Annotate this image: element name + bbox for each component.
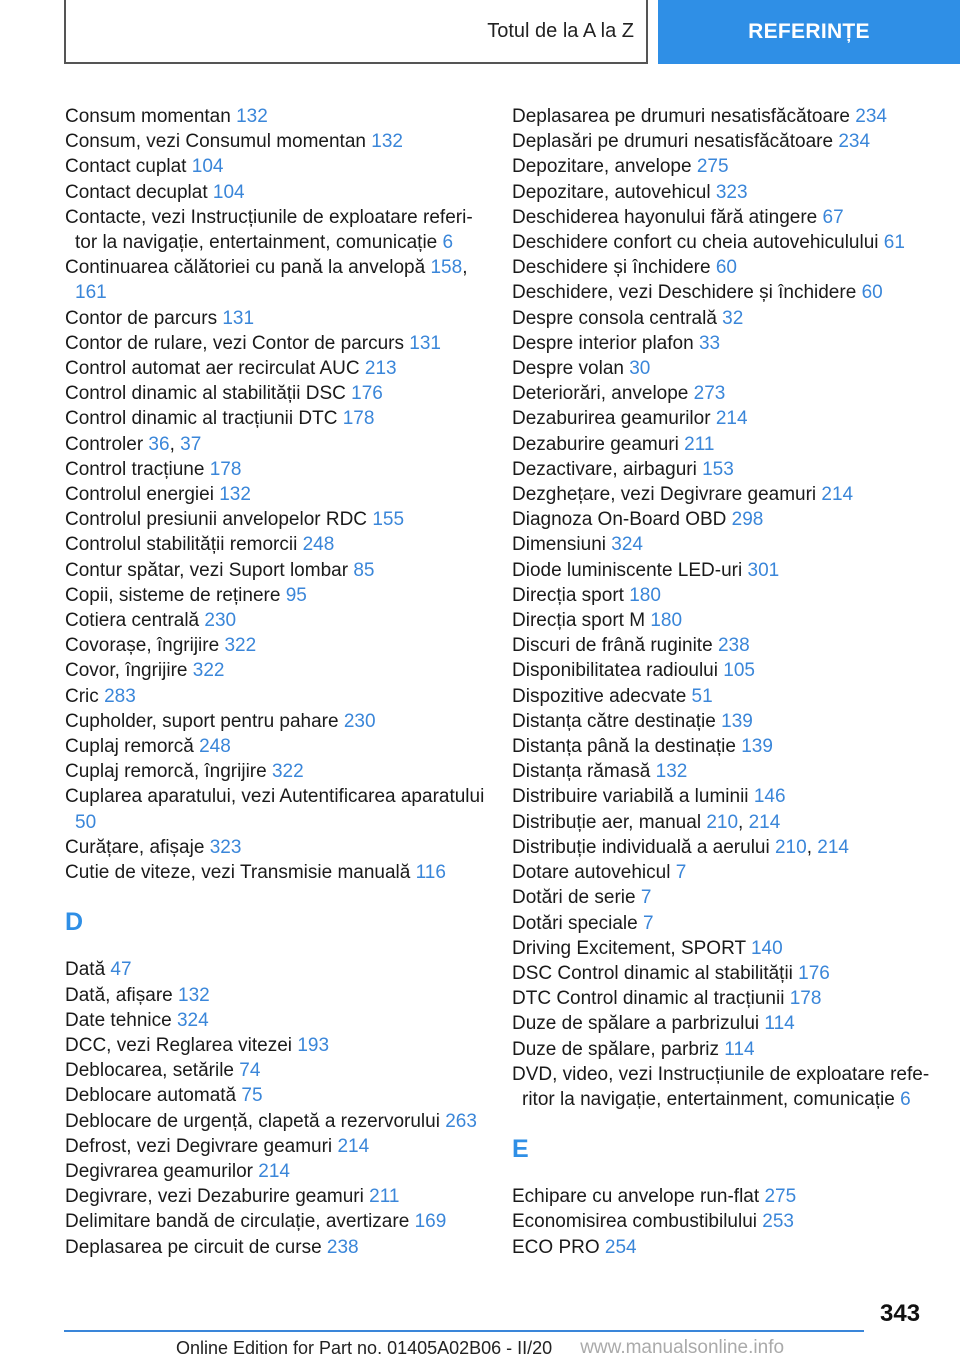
page-reference-link[interactable]: 213 <box>364 358 397 380</box>
index-entry <box>512 684 937 709</box>
index-term: Deblocare de urgență, clapetă a rezervorului <box>65 1110 446 1132</box>
index-term: Cotiera centrală <box>65 610 205 632</box>
page-reference-link[interactable]: 234 <box>855 106 887 127</box>
page-reference-link[interactable]: 32 <box>722 307 744 329</box>
index-term: Curățare, afișaje <box>65 836 210 858</box>
index-term: Consum, vezi Consumul momentan <box>65 131 372 153</box>
index-term: , <box>462 257 468 279</box>
page-reference-link[interactable]: 324 <box>176 1009 209 1031</box>
page-reference-link[interactable]: 214 <box>748 811 781 833</box>
index-term: Contor de rulare, vezi Contor de parcurs <box>65 332 410 354</box>
index-entry <box>65 1109 485 1134</box>
index-entry <box>65 331 485 356</box>
index-term: Dată <box>65 959 111 981</box>
index-entry <box>512 558 937 583</box>
index-term: Controlul stabilității remorcii <box>65 534 303 556</box>
page-reference-link[interactable]: 7 <box>675 862 687 884</box>
page-reference-link[interactable]: 214 <box>817 836 849 858</box>
index-term: Cupholder, suport pentru pahare <box>65 710 344 732</box>
index-term: Date tehnice <box>65 1009 177 1031</box>
page-number: 343 <box>880 1300 921 1327</box>
page-reference-link[interactable]: 30 <box>629 358 651 380</box>
page-reference-link[interactable]: 283 <box>104 685 136 707</box>
index-entry <box>512 1011 937 1036</box>
index-entry <box>512 154 937 179</box>
index-term: Dispozitive adecvate <box>512 685 692 707</box>
index-term: Contacte, vezi Instrucțiunile de exploatare referitor la navigație, entertainment, comunicație <box>65 206 473 254</box>
page-reference-link[interactable]: 214 <box>715 408 748 430</box>
page-reference-link[interactable]: 323 <box>715 181 748 203</box>
index-term: Disponibilitatea radioului <box>512 660 724 682</box>
index-term: Copii, sisteme de reținere <box>65 584 286 606</box>
page-reference-link[interactable]: 178 <box>209 458 242 480</box>
index-entry <box>512 608 937 633</box>
index-term: Deschidere confort cu cheia autovehiculului <box>512 232 884 254</box>
index-term: Despre consola centrală <box>512 307 723 329</box>
index-entry <box>65 1159 485 1184</box>
index-term: Distribuție individuală a aerului <box>512 836 775 858</box>
page-reference-link[interactable]: 7 <box>640 887 652 909</box>
index-term: Depozitare, autovehicul <box>512 181 716 203</box>
page-reference-link[interactable]: 132 <box>236 106 268 127</box>
index-term: Cuplarea aparatului, vezi Autentificarea aparatului <box>65 786 485 808</box>
index-entry <box>512 406 937 431</box>
chapter-title: REFERINȚE <box>748 20 870 43</box>
page-reference-link[interactable]: 169 <box>414 1211 447 1233</box>
page-reference-link[interactable]: 176 <box>798 962 830 984</box>
index-entry <box>65 558 485 583</box>
index-entry <box>512 1235 937 1260</box>
page-reference-link[interactable]: 214 <box>258 1160 290 1182</box>
page-reference-link[interactable]: 211 <box>684 433 715 455</box>
index-term: Consum momentan <box>65 106 237 127</box>
index-entry <box>65 1033 485 1058</box>
index-term: Cric <box>65 685 105 707</box>
page-reference-link[interactable]: 37 <box>180 433 202 455</box>
index-entry <box>65 432 485 457</box>
index-entry <box>512 885 937 910</box>
page-reference-link[interactable]: 132 <box>655 761 688 783</box>
page-reference-link[interactable]: 301 <box>747 559 780 581</box>
index-letter-heading: D <box>65 908 84 937</box>
index-entry <box>65 1008 485 1033</box>
page-reference-link[interactable]: 193 <box>297 1034 330 1056</box>
index-entry <box>512 1209 937 1234</box>
index-term: Control dinamic al stabilității DSC <box>65 383 352 405</box>
index-entry <box>512 633 937 658</box>
index-entry <box>512 507 937 532</box>
page-reference-link[interactable]: 104 <box>212 181 245 203</box>
page-reference-link[interactable]: 180 <box>629 584 661 606</box>
index-entry <box>65 154 485 179</box>
index-term: Direcția sport <box>512 584 630 606</box>
index-term: Deplasarea pe drumuri nesatisfăcătoare <box>512 106 856 127</box>
index-term: DTC Control dinamic al tracțiunii <box>512 988 790 1010</box>
index-term: Deplasări pe drumuri nesatisfăcătoare <box>512 131 839 153</box>
index-term: Distribuire variabilă a luminii <box>512 786 754 808</box>
page-reference-link[interactable]: 158 <box>430 257 463 279</box>
index-term: Discuri de frână ruginite <box>512 635 718 657</box>
page-reference-link[interactable]: 178 <box>342 408 375 430</box>
page-reference-link[interactable]: 114 <box>724 1038 755 1060</box>
index-term: Deteriorări, anvelope <box>512 383 694 405</box>
index-term: Deblocarea, setările <box>65 1060 240 1082</box>
page-reference-link[interactable]: 153 <box>702 458 734 480</box>
page-reference-link[interactable]: 248 <box>199 736 231 758</box>
index-term: Deschidere, vezi Deschidere și închidere <box>512 282 862 304</box>
index-entry <box>512 961 937 986</box>
header-section-box <box>64 0 648 64</box>
index-term: Dezghețare, vezi Degivrare geamuri <box>512 484 822 506</box>
index-entry <box>512 658 937 683</box>
index-entry <box>65 356 485 381</box>
index-term: Dotare autovehicul <box>512 862 676 884</box>
page-reference-link[interactable]: 75 <box>241 1085 263 1107</box>
page-reference-link[interactable]: 105 <box>723 660 755 682</box>
page-reference-link[interactable]: 298 <box>731 509 764 531</box>
page-reference-link[interactable]: 36 <box>148 433 170 455</box>
index-entry <box>65 205 485 255</box>
footer-watermark: www.manualsonline.info <box>580 1337 785 1358</box>
page-reference-link[interactable]: 161 <box>75 282 107 304</box>
index-term: , <box>169 433 181 455</box>
index-term: , <box>806 836 818 858</box>
page-reference-link[interactable]: 67 <box>822 206 844 228</box>
page-reference-link[interactable]: 322 <box>192 660 225 682</box>
page-reference-link[interactable]: 273 <box>693 383 726 405</box>
index-entry <box>65 608 485 633</box>
index-term: Control tracțiune <box>65 458 210 480</box>
index-entry <box>65 180 485 205</box>
index-entry <box>65 784 485 834</box>
page-reference-link[interactable]: 322 <box>271 761 304 783</box>
index-entry <box>512 532 937 557</box>
index-entry <box>65 306 485 331</box>
page-reference-link[interactable]: 155 <box>372 509 405 531</box>
index-term: Diode luminiscente LED-uri <box>512 559 748 581</box>
page-reference-link[interactable]: 140 <box>750 937 783 959</box>
index-term: Degivrarea geamurilor <box>65 1160 259 1182</box>
page-reference-link[interactable]: 211 <box>369 1186 400 1208</box>
page-reference-link[interactable]: 50 <box>75 811 97 833</box>
index-term: DVD, video, vezi Instrucțiunile de exploatare referitor la navigație, entertainment, comunicație <box>512 1063 930 1110</box>
index-entry <box>65 709 485 734</box>
index-term: Distribuție aer, manual <box>512 811 707 833</box>
page-reference-link[interactable]: 33 <box>698 332 721 354</box>
index-term: ECO PRO <box>512 1236 605 1258</box>
page-reference-link[interactable]: 131 <box>409 332 441 354</box>
index-entry <box>65 406 485 431</box>
page-reference-link[interactable]: 60 <box>715 257 737 279</box>
index-entry <box>512 911 937 936</box>
index-entry <box>512 986 937 1011</box>
page-reference-link[interactable]: 214 <box>821 484 854 506</box>
index-entry <box>65 835 485 860</box>
page-reference-link[interactable]: 61 <box>883 232 905 254</box>
index-entry <box>512 936 937 961</box>
footer-divider <box>64 1330 864 1332</box>
index-term: DCC, vezi Reglarea vitezei <box>65 1034 298 1056</box>
index-entry <box>65 983 485 1008</box>
page-reference-link[interactable]: 95 <box>285 584 307 606</box>
page-reference-link[interactable]: 324 <box>611 534 643 556</box>
index-entry <box>512 709 937 734</box>
index-term: Cutie de viteze, vezi Transmisie manuală <box>65 862 416 884</box>
index-entry <box>512 230 937 255</box>
index-entry <box>65 255 485 305</box>
index-term: Controler <box>65 433 149 455</box>
index-term: Controlul energiei <box>65 484 220 506</box>
page-reference-link[interactable]: 146 <box>753 786 786 808</box>
page-reference-link[interactable]: 132 <box>219 484 251 506</box>
page-reference-link[interactable]: 116 <box>415 862 446 884</box>
index-term: Despre interior plafon <box>512 332 699 354</box>
page-reference-link[interactable]: 263 <box>445 1110 477 1132</box>
index-entry <box>512 104 937 129</box>
index-entry <box>65 482 485 507</box>
index-column-left <box>65 104 485 1260</box>
index-letter-heading: E <box>512 1135 529 1164</box>
page-reference-link[interactable]: 74 <box>239 1060 261 1082</box>
index-entry <box>512 835 937 860</box>
index-term: Economisirea combustibilului <box>512 1211 763 1233</box>
index-term: Deplasarea pe circuit de curse <box>65 1236 327 1258</box>
index-entry <box>512 356 937 381</box>
index-term: Deblocare automată <box>65 1085 242 1107</box>
page-reference-link[interactable]: 210 <box>774 836 807 858</box>
index-entry <box>65 1184 485 1209</box>
index-entry <box>512 482 937 507</box>
index-term: Contact cuplat <box>65 156 192 178</box>
index-term: Distanța rămasă <box>512 761 656 783</box>
index-term: Defrost, vezi Degivrare geamuri <box>65 1135 338 1157</box>
index-entry <box>512 784 937 809</box>
index-column-right <box>512 104 937 1260</box>
index-term: Direcția sport M <box>512 610 651 632</box>
page-reference-link[interactable]: 275 <box>764 1186 797 1208</box>
index-term: Covor, îngrijire <box>65 660 193 682</box>
page-reference-link[interactable]: 132 <box>178 984 210 1006</box>
index-term: Dată, afișare <box>65 984 178 1006</box>
index-term: Covorașe, îngrijire <box>65 635 225 657</box>
index-term: Control dinamic al tracțiunii DTC <box>65 408 343 430</box>
page-reference-link[interactable]: 254 <box>604 1236 637 1258</box>
index-term: Duze de spălare, parbriz <box>512 1038 725 1060</box>
index-entry <box>65 1058 485 1083</box>
index-term: Echipare cu anvelope run-flat <box>512 1186 765 1208</box>
page-reference-link[interactable]: 210 <box>706 811 739 833</box>
index-term: Cuplaj remorcă <box>65 736 200 758</box>
index-term: Driving Excitement, SPORT <box>512 937 751 959</box>
page-reference-link[interactable]: 139 <box>741 736 773 758</box>
index-entry <box>65 633 485 658</box>
page-reference-link[interactable]: 214 <box>337 1135 370 1157</box>
index-entry <box>512 1062 937 1112</box>
page-reference-link[interactable]: 253 <box>762 1211 794 1233</box>
page-reference-link[interactable]: 85 <box>353 559 375 581</box>
index-entry <box>65 583 485 608</box>
chapter-tab[interactable] <box>658 0 960 64</box>
index-term: Dimensiuni <box>512 534 612 556</box>
index-entry <box>512 255 937 280</box>
page-reference-link[interactable]: 248 <box>302 534 335 556</box>
page-reference-link[interactable]: 230 <box>343 710 376 732</box>
page-reference-link[interactable]: 6 <box>442 232 454 254</box>
index-term: Dotări speciale <box>512 912 643 934</box>
page-reference-link[interactable]: 47 <box>110 959 132 981</box>
page-reference-link[interactable]: 238 <box>326 1236 359 1258</box>
index-entry <box>65 532 485 557</box>
index-term: Dezaburire geamuri <box>512 433 685 455</box>
index-entry <box>512 129 937 154</box>
index-entry <box>65 860 485 885</box>
page-reference-link[interactable]: 132 <box>371 131 403 153</box>
index-entry <box>512 1184 937 1209</box>
index-entry <box>65 457 485 482</box>
index-entry <box>512 734 937 759</box>
index-entry <box>512 180 937 205</box>
index-term: Duze de spălare a parbrizului <box>512 1013 765 1035</box>
footer <box>0 1334 960 1362</box>
page-reference-link[interactable]: 114 <box>764 1013 795 1035</box>
index-term: Cuplaj remorcă, îngrijire <box>65 761 272 783</box>
index-entry <box>65 129 485 154</box>
page-reference-link[interactable]: 51 <box>691 685 713 707</box>
page-reference-link[interactable]: 238 <box>717 635 750 657</box>
page-reference-link[interactable]: 322 <box>224 635 257 657</box>
page-reference-link[interactable]: 234 <box>838 131 871 153</box>
index-term: , <box>738 811 749 833</box>
index-entry <box>65 684 485 709</box>
index-entry <box>65 658 485 683</box>
page-reference-link[interactable]: 180 <box>650 610 683 632</box>
index-entry <box>65 1134 485 1159</box>
page-reference-link[interactable]: 6 <box>900 1088 911 1110</box>
index-term: Controlul presiunii anvelopelor RDC <box>65 509 373 531</box>
index-term: Dezaburirea geamurilor <box>512 408 716 430</box>
page-reference-link[interactable]: 7 <box>642 912 654 934</box>
index-entry <box>65 759 485 784</box>
index-entry <box>65 381 485 406</box>
index-term: Deschiderea hayonului fără atingere <box>512 206 823 228</box>
index-entry <box>512 583 937 608</box>
index-entry <box>512 457 937 482</box>
index-term: Distanța până la destinație <box>512 736 742 758</box>
index-entry <box>512 331 937 356</box>
index-term: Contur spătar, vezi Suport lombar <box>65 559 354 581</box>
index-entry <box>512 280 937 305</box>
index-term: Contact decuplat <box>65 181 213 203</box>
index-entry <box>512 1037 937 1062</box>
index-entry <box>65 734 485 759</box>
page-reference-link[interactable]: 178 <box>789 988 822 1010</box>
page-reference-link[interactable]: 131 <box>222 307 255 329</box>
page-reference-link[interactable]: 60 <box>861 282 883 304</box>
index-term: Control automat aer recirculat AUC <box>65 358 365 380</box>
index-entry <box>512 306 937 331</box>
index-term: Despre volan <box>512 358 630 380</box>
index-term: Deschidere și închidere <box>512 257 716 279</box>
index-term: Diagnoza On-Board OBD <box>512 509 732 531</box>
index-entry <box>512 205 937 230</box>
index-entry <box>65 1083 485 1108</box>
index-entry <box>65 507 485 532</box>
footer-edition: Online Edition for Part no. 01405A02B06 - II/20 <box>175 1337 553 1358</box>
page-reference-link[interactable]: 275 <box>696 156 729 178</box>
index-entry <box>65 957 485 982</box>
page-reference-link[interactable]: 323 <box>209 836 242 858</box>
index-entry <box>512 381 937 406</box>
index-term: Delimitare bandă de circulație, avertizare <box>65 1211 415 1233</box>
index-term: Depozitare, anvelope <box>512 156 697 178</box>
section-title: Totul de la A la Z <box>487 19 634 42</box>
page-reference-link[interactable]: 139 <box>721 710 753 732</box>
page-reference-link[interactable]: 104 <box>191 156 224 178</box>
index-entry <box>512 759 937 784</box>
index-term: DSC Control dinamic al stabilității <box>512 962 799 984</box>
index-entry <box>65 1235 485 1260</box>
index-entry <box>512 860 937 885</box>
index-term: Dotări de serie <box>512 887 641 909</box>
index-entry <box>65 1209 485 1234</box>
index-entry <box>65 104 485 129</box>
index-term: Contor de parcurs <box>65 307 223 329</box>
page-reference-link[interactable]: 176 <box>351 383 383 405</box>
index-term: Continuarea călătoriei cu pană la anvelopă <box>65 257 431 279</box>
index-term: Distanța către destinație <box>512 710 722 732</box>
index-term: Degivrare, vezi Dezaburire geamuri <box>65 1186 370 1208</box>
page-reference-link[interactable]: 230 <box>204 610 237 632</box>
index-entry <box>512 810 937 835</box>
index-entry <box>512 432 937 457</box>
index-term: Dezactivare, airbaguri <box>512 458 703 480</box>
